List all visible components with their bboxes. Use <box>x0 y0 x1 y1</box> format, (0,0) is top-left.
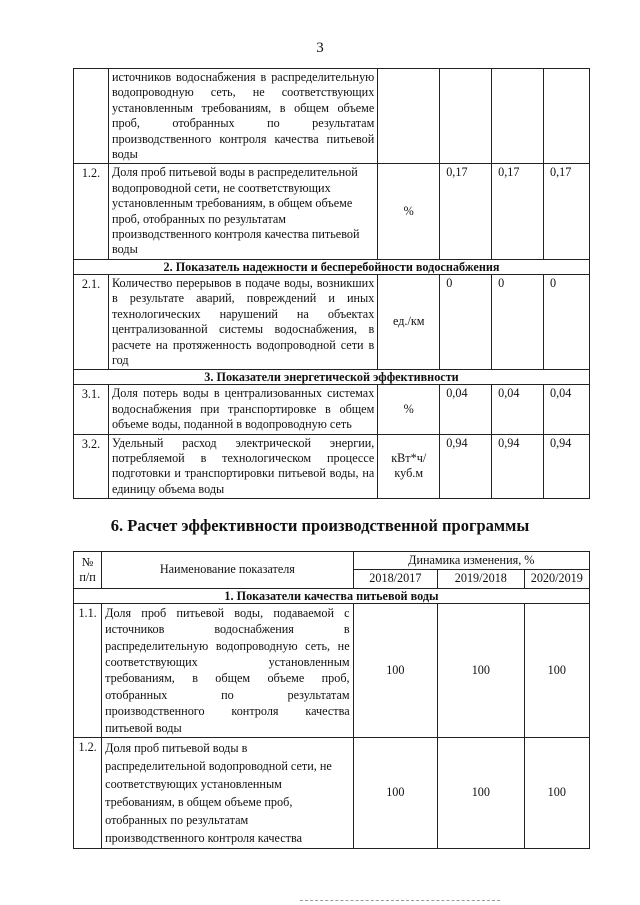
col-name-header: Наименование показателя <box>102 552 353 589</box>
table-row <box>74 385 590 434</box>
section-heading: 1. Показатели качества питьевой воды <box>74 588 590 603</box>
value-cell: 0,94 <box>492 434 544 499</box>
value-cell: 0,17 <box>440 164 492 259</box>
value-cell: 0,04 <box>544 385 590 434</box>
value-cell: 0,17 <box>492 164 544 259</box>
row-unit: ед./км <box>378 274 440 369</box>
row-description: Доля проб питьевой воды, подаваемой с источников водоснабжения в распределительную водопроводную сеть, не соответствующих установленным требованиям, в общем объеме проб, отобранных по результатам производственного контроля качества питьевой воды <box>102 603 353 737</box>
value-cell: 100 <box>524 738 589 849</box>
value-cell: 100 <box>438 738 525 849</box>
table-row <box>74 69 590 164</box>
row-unit: % <box>378 164 440 259</box>
year-header: 2018/2017 <box>353 570 437 588</box>
indicators-table <box>73 68 590 499</box>
section-row <box>74 259 590 274</box>
table-row <box>74 434 590 499</box>
col-dynamics-header: Динамика изменения, % <box>353 552 589 570</box>
row-description: Доля проб питьевой воды в распределительной водопроводной сети, не соответствующих установленным требованиям, в общем объеме проб, отобранных по результатам производственного контроля качества <box>102 738 353 849</box>
row-description: Доля проб питьевой воды в распределительной водопроводной сети, не соответствующих установленным требованиям, в общем объеме проб, отобранных по результатам производственного контроля качества питьевой воды <box>108 164 377 259</box>
table-row <box>74 738 590 849</box>
table-row <box>74 603 590 737</box>
row-number: 3.1. <box>74 385 109 434</box>
year-header: 2020/2019 <box>524 570 589 588</box>
efficiency-table <box>73 551 590 849</box>
value-cell: 100 <box>353 603 437 737</box>
row-number: 1.2. <box>74 164 109 259</box>
row-description: Количество перерывов в подаче воды, возникших в результате аварий, повреждений и иных технологических нарушений на объектах централизованной системы водоснабжения, в расчете на протяженность водопроводной сети в год <box>108 274 377 369</box>
col-number-header: № п/п <box>74 552 102 589</box>
table-row <box>74 274 590 369</box>
bottom-scan-artifact <box>300 900 500 901</box>
value-cell: 100 <box>438 603 525 737</box>
value-cell: 0,04 <box>440 385 492 434</box>
value-cell: 100 <box>353 738 437 849</box>
section-row <box>74 370 590 385</box>
row-description: источников водоснабжения в распределительную водопроводную сеть, не соответствующих установленным требованиям, в общем объеме проб, отобранных по результатам производственного контроля качества питьевой воды <box>108 69 377 164</box>
row-unit: % <box>378 385 440 434</box>
page-number: 3 <box>316 40 324 56</box>
row-number: 2.1. <box>74 274 109 369</box>
row-description: Доля потерь воды в централизованных системах водоснабжения при транспортировке в общем объеме воды, поданной в водопроводную сеть <box>108 385 377 434</box>
row-description: Удельный расход электрической энергии, потребляемой в технологическом процессе подготовки и транспортировки питьевой воды, на единицу объема воды <box>108 434 377 499</box>
value-cell: 0 <box>544 274 590 369</box>
value-cell: 100 <box>524 603 589 737</box>
value-cell: 0,94 <box>440 434 492 499</box>
value-cell: 0,04 <box>492 385 544 434</box>
table-row <box>74 164 590 259</box>
value-cell: 0,94 <box>544 434 590 499</box>
row-number: 1.2. <box>74 738 102 849</box>
row-unit: кВт*ч/ куб.м <box>378 434 440 499</box>
header-row <box>74 552 590 570</box>
row-number: 1.1. <box>74 603 102 737</box>
year-header: 2019/2018 <box>438 570 525 588</box>
section-heading: 3. Показатели энергетической эффективности <box>74 370 590 385</box>
section-row <box>74 588 590 603</box>
section-heading: 2. Показатель надежности и бесперебойности водоснабжения <box>74 259 590 274</box>
value-cell: 0 <box>440 274 492 369</box>
value-cell: 0,17 <box>544 164 590 259</box>
row-number: 3.2. <box>74 434 109 499</box>
section-title: 6. Расчет эффективности производственной программы <box>110 516 530 535</box>
value-cell: 0 <box>492 274 544 369</box>
